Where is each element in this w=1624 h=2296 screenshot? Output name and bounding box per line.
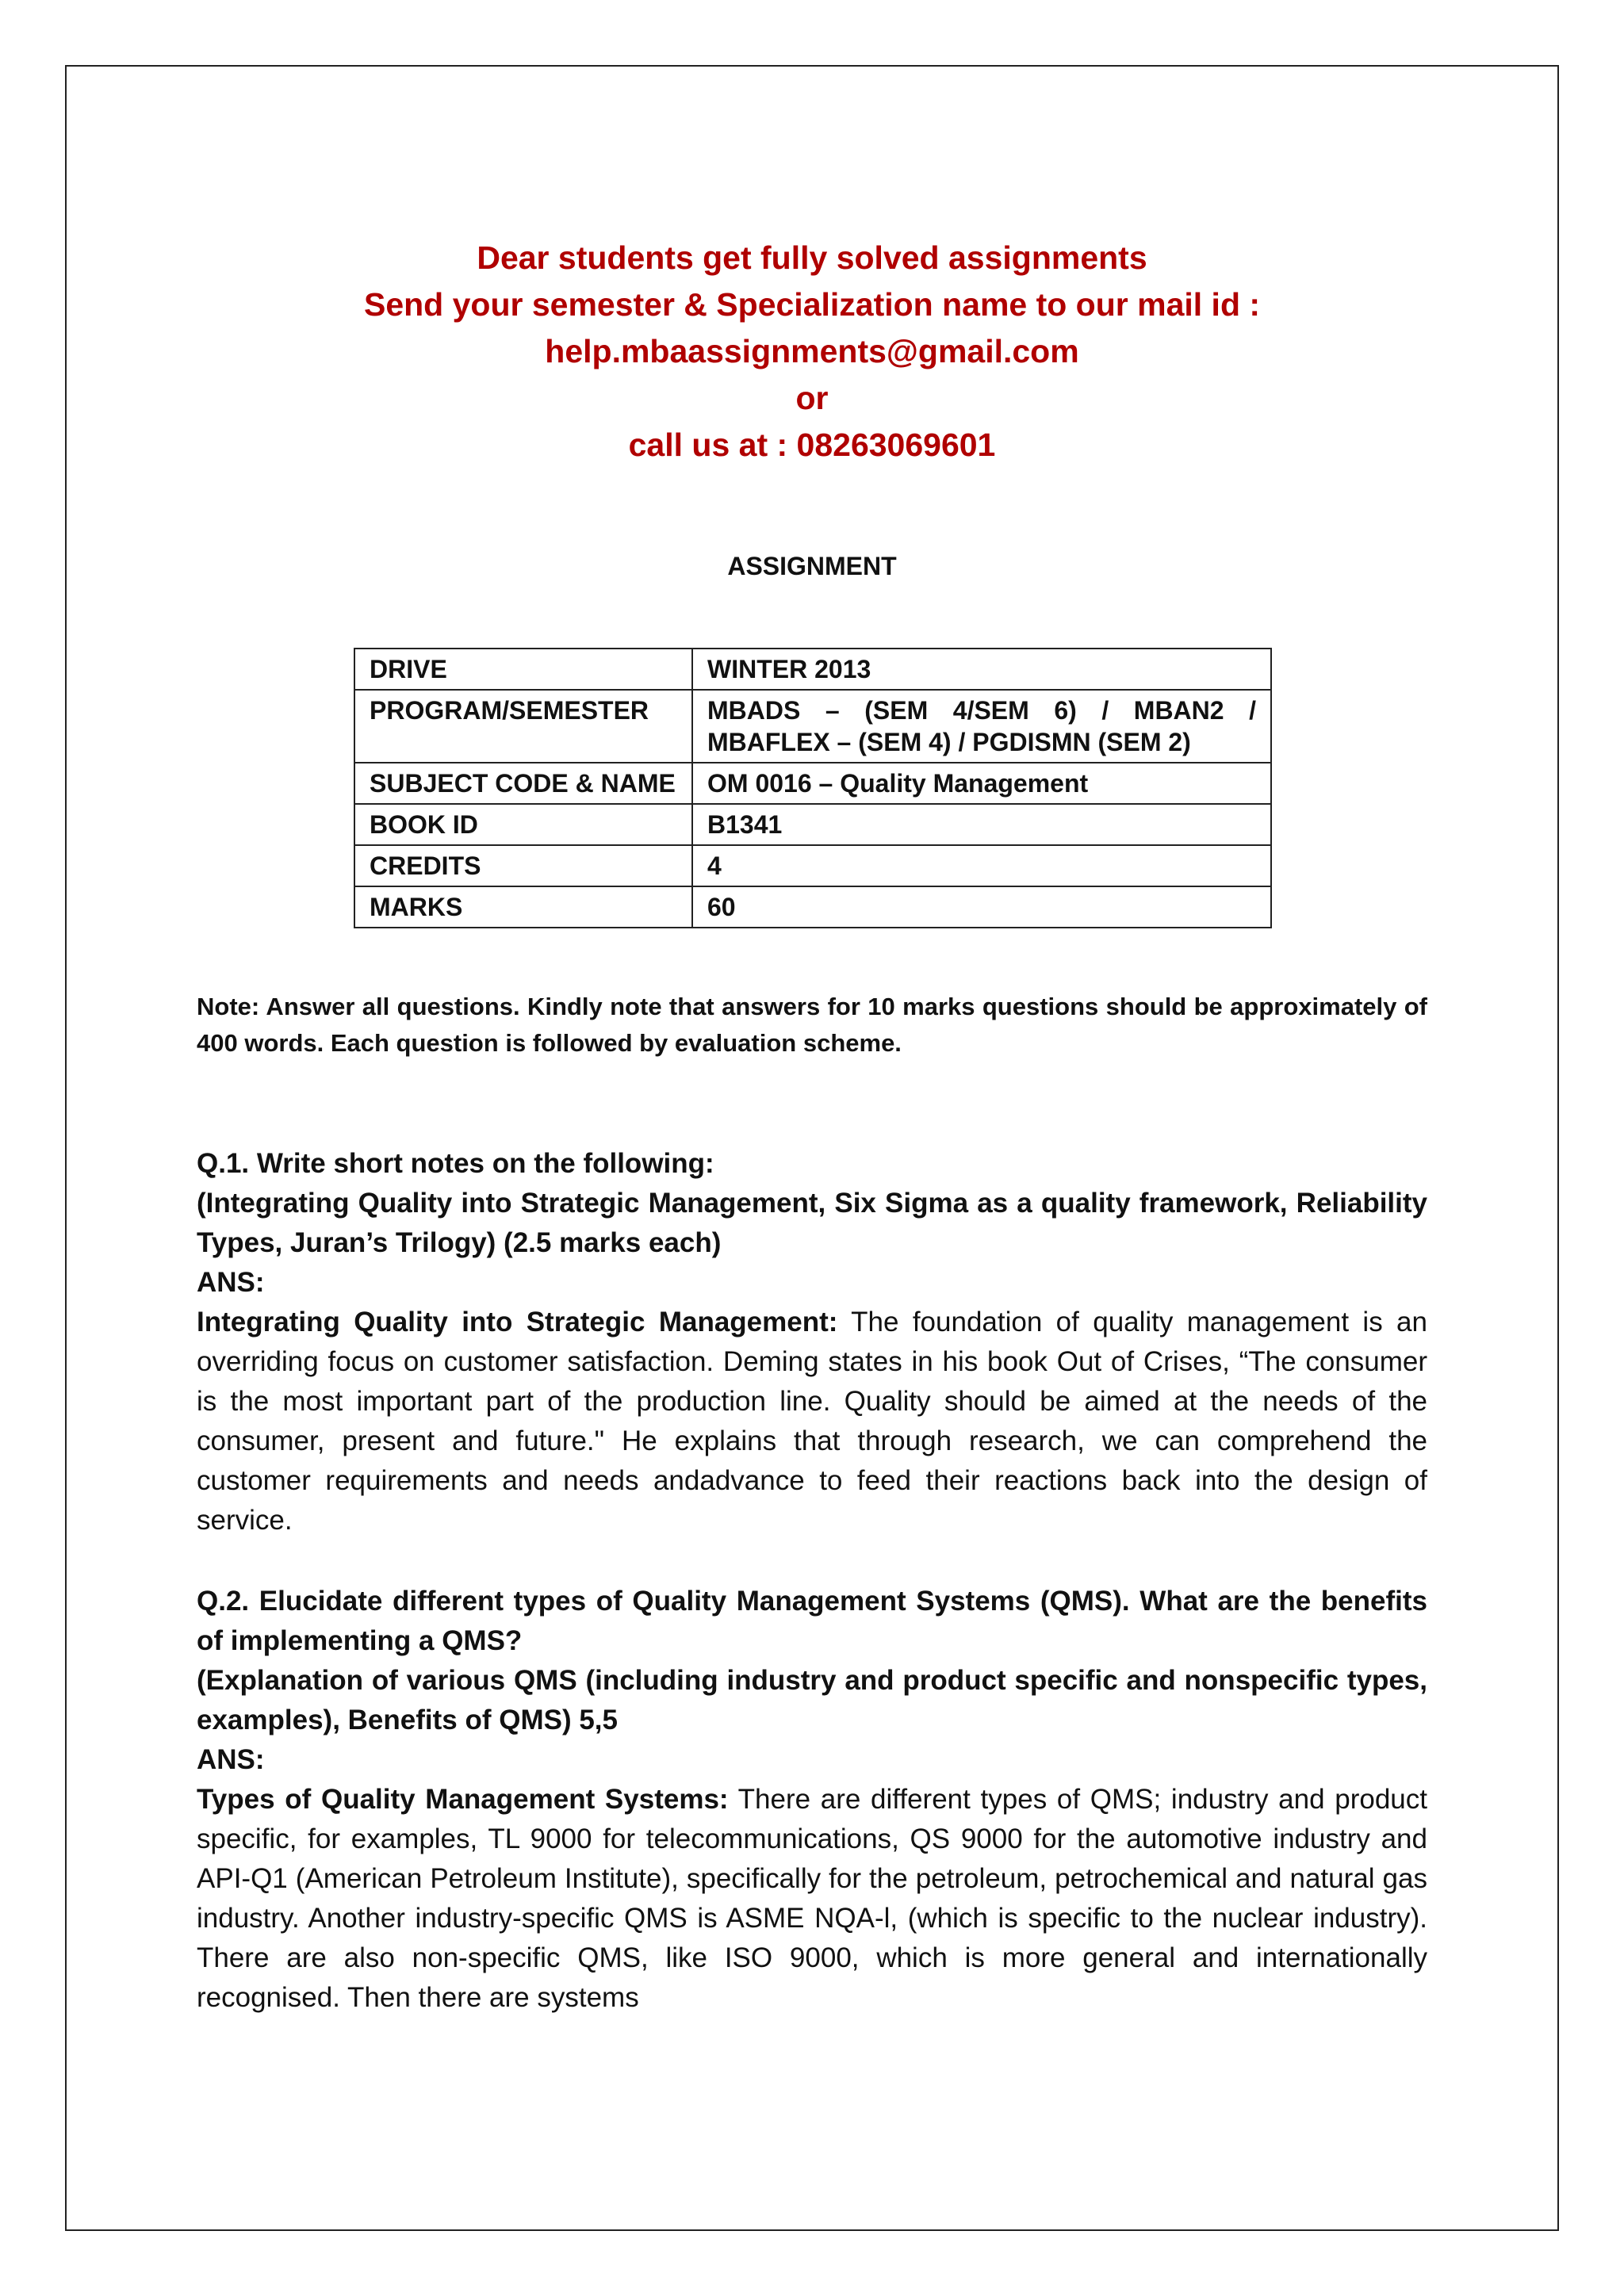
row-label: SUBJECT CODE & NAME [354, 763, 692, 804]
row-label: DRIVE [354, 649, 692, 690]
row-value: MBADS – (SEM 4/SEM 6) / MBAN2 / MBAFLEX – (SEM 4) / PGDISMN (SEM 2) [692, 690, 1271, 763]
promo-banner [0, 235, 1624, 469]
question-2-answer [197, 1780, 1427, 2018]
assignment-info-table [354, 648, 1272, 928]
note-paragraph: Note: Answer all questions. Kindly note that answers for 10 marks questions should be approximately of 400 words. Each question is followed by evaluation scheme. [197, 993, 1427, 1057]
table-row [354, 690, 1271, 763]
answer-1-heading: Integrating Quality into Strategic Management: [197, 1307, 838, 1337]
question-2-ans-label: ANS: [197, 1744, 265, 1775]
table-row [354, 845, 1271, 886]
table-row [354, 763, 1271, 804]
promo-or: or [795, 380, 829, 416]
row-value: B1341 [692, 804, 1271, 845]
row-label: MARKS [354, 886, 692, 928]
question-2-scheme: (Explanation of various QMS (including industry and product specific and nonspecific types, examples), Benefits of QMS) 5,5 [197, 1665, 1427, 1735]
answer-2-heading: Types of Quality Management Systems: [197, 1784, 729, 1815]
question-2-section [197, 1582, 1427, 2018]
row-value: OM 0016 – Quality Management [692, 763, 1271, 804]
promo-email: help.mbaassignments@gmail.com [545, 333, 1079, 369]
question-1-ans-label: ANS: [197, 1267, 265, 1298]
table-row [354, 804, 1271, 845]
row-value: 60 [692, 886, 1271, 928]
answer-1-text: The foundation of quality management is an overriding focus on customer satisfaction. Deming states in his book Out of Crises, “The consumer is the most important part of the production line. Quality should be aimed at the needs of the consumer, present and future." He explains that through research, we can comprehend the customer requirements and needs andadvance to feed their reactions back into the design of service. [197, 1307, 1427, 1536]
promo-phone: call us at : 08263069601 [628, 427, 996, 463]
promo-line-2: Send your semester & Specialization name to our mail id : [363, 286, 1261, 323]
row-label: PROGRAM/SEMESTER [354, 690, 692, 763]
question-1-scheme: (Integrating Quality into Strategic Management, Six Sigma as a quality framework, Reliability Types, Juran’s Trilogy) (2.5 marks each) [197, 1188, 1427, 1258]
answer-2-text: There are different types of QMS; industry and product specific, for examples, TL 9000 for telecommunications, QS 9000 for the automotive industry and API-Q1 (American Petroleum Institute), specifically for the petroleum, petrochemical and natural gas industry. Another industry-specific QMS is ASME NQA-l, (which is specific to the nuclear industry). There are also non-specific QMS, like ISO 9000, which is more general and internationally recognised. Then there are systems [197, 1784, 1428, 2013]
row-value: 4 [692, 845, 1271, 886]
row-label: CREDITS [354, 845, 692, 886]
row-value: WINTER 2013 [692, 649, 1271, 690]
table-row [354, 886, 1271, 928]
question-2-title: Q.2. Elucidate different types of Quality Management Systems (QMS). What are the benefits of implementing a QMS? [197, 1586, 1427, 1656]
table-row [354, 649, 1271, 690]
assignment-title: ASSIGNMENT [727, 552, 897, 580]
question-1-title: Q.1. Write short notes on the following: [197, 1148, 714, 1179]
question-1-answer [197, 1303, 1427, 1540]
promo-line-1: Dear students get fully solved assignments [477, 239, 1147, 276]
question-1-section [197, 1144, 1427, 1540]
row-label: BOOK ID [354, 804, 692, 845]
